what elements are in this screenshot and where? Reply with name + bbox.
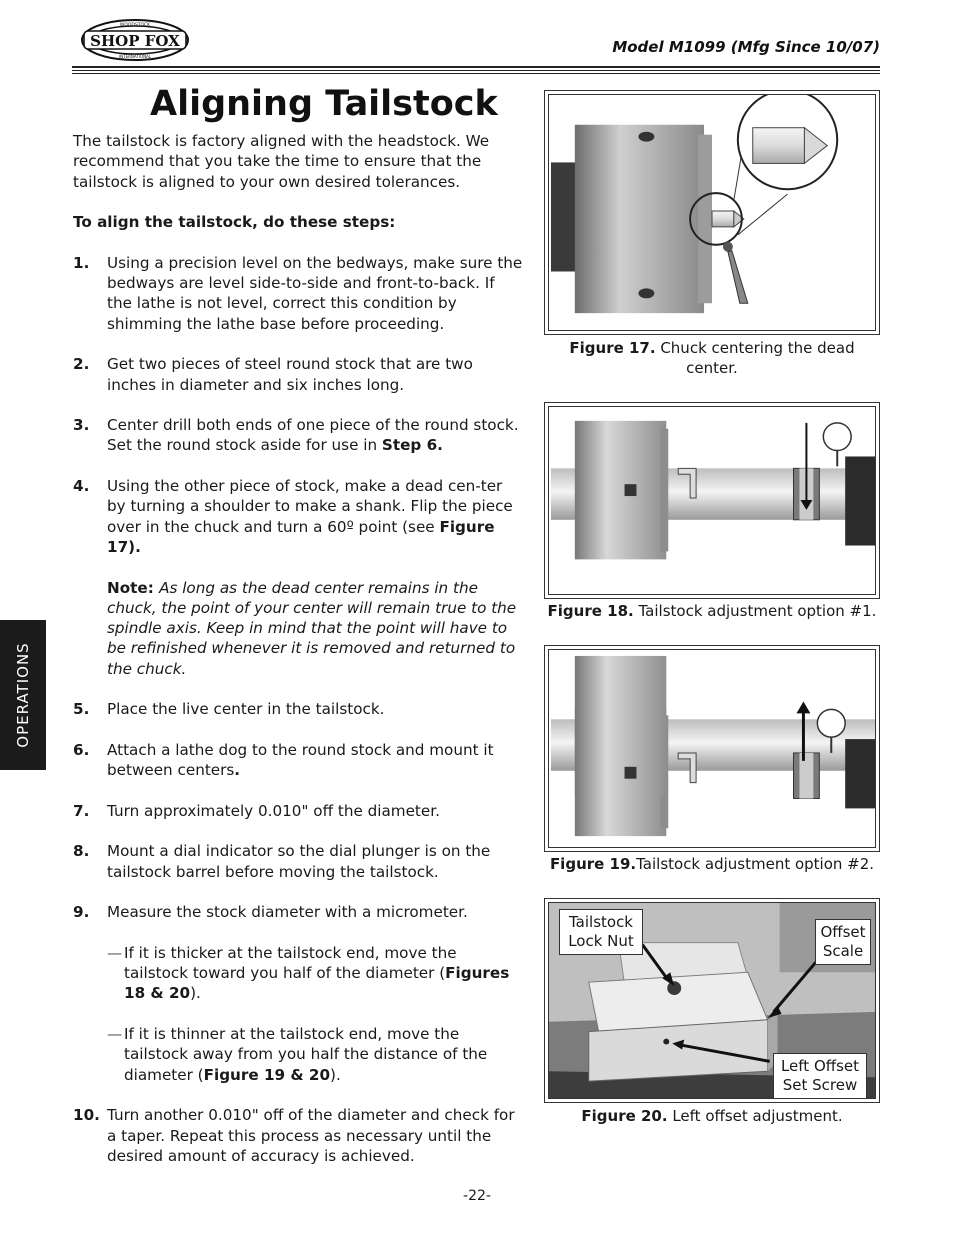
step-text: Using the other piece of stock, make a dead cen-ter by turning a shoulder to make a shank. Flip the piece over in the chuck and turn a 60º point (see Figure 17). bbox=[107, 477, 513, 556]
shop-fox-logo bbox=[80, 18, 190, 62]
header-rule-thin-1 bbox=[72, 70, 880, 71]
figure-18-image bbox=[544, 402, 880, 599]
step-9 bbox=[73, 902, 523, 1085]
step-7 bbox=[73, 801, 523, 821]
figure-18-caption: Figure 18. Tailstock adjustment option #1. bbox=[547, 602, 877, 620]
step-number: 8. bbox=[73, 842, 90, 861]
step-number: 9. bbox=[73, 903, 90, 922]
callout-offset-scale: Offset Scale bbox=[815, 919, 871, 965]
logo-ring-bottom: INTERNATIONAL bbox=[118, 54, 152, 59]
instructions-column bbox=[73, 131, 523, 1186]
step-number: 7. bbox=[73, 801, 90, 820]
step-number: 4. bbox=[73, 477, 90, 496]
page-number: -22- bbox=[463, 1188, 491, 1204]
step-text: Attach a lathe dog to the round stock and mount it between centers. bbox=[107, 740, 494, 780]
side-tab-label: OPERATIONS bbox=[14, 642, 32, 748]
step-1 bbox=[73, 253, 523, 334]
step-3 bbox=[73, 415, 523, 456]
dash-mark: — bbox=[107, 1025, 123, 1044]
logo-ring-top: WOODSTOCK bbox=[119, 23, 151, 28]
page-title: Aligning Tailstock bbox=[150, 84, 498, 124]
step-text: Using a precision level on the bedways, make sure the bedways are level side-to-side and front-to-back. If the lathe is not level, correct this condition by shimming the lathe base before proceeding. bbox=[107, 253, 523, 333]
step-number: 2. bbox=[73, 355, 90, 374]
sub-item-thinner: — If it is thinner at the tailstock end, move the tailstock away from you half the distance of the diameter (Figure 19 & 20). bbox=[107, 1025, 488, 1084]
step-text: Mount a dial indicator so the dial plunger is on the tailstock barrel before moving the tailstock. bbox=[107, 842, 491, 881]
step-note: Note: As long as the dead center remains in the chuck, the point of your center will remain true to the spindle axis. Keep in mind that the point will have to be refinished whenever it is removed and returned to the chuck. bbox=[107, 578, 517, 678]
figure-20-caption: Figure 20. Left offset adjustment. bbox=[581, 1107, 843, 1125]
step-text: Get two pieces of steel round stock that are two inches in diameter and six inches long. bbox=[107, 355, 473, 394]
figure-17-image bbox=[544, 90, 880, 335]
sub-item-thicker: — If it is thicker at the tailstock end, move the tailstock toward you half of the diameter (Figures 18 & 20). bbox=[107, 943, 510, 1003]
logo-text: SHOP FOX bbox=[90, 32, 180, 50]
step-number: 3. bbox=[73, 416, 90, 435]
step-6 bbox=[73, 740, 523, 781]
step-text: Center drill both ends of one piece of the round stock. Set the round stock aside for use in Step 6. bbox=[107, 416, 519, 455]
figure-17-caption: Figure 17. Chuck centering the dead center. bbox=[569, 339, 855, 377]
header-rule-thick bbox=[72, 66, 880, 68]
step-text: Place the live center in the tailstock. bbox=[107, 700, 385, 719]
step-text: Measure the stock diameter with a micrometer. bbox=[107, 903, 468, 922]
step-5 bbox=[73, 699, 523, 719]
callout-set-screw: Left Offset Set Screw bbox=[773, 1053, 867, 1099]
figure-19-image bbox=[544, 645, 880, 852]
step-8 bbox=[73, 841, 523, 882]
header-rule-thin-2 bbox=[72, 73, 880, 74]
intro-paragraph: The tailstock is factory aligned with the headstock. We recommend that you take the time to ensure that the tailstock is aligned to your own desired tolerances. bbox=[73, 132, 490, 191]
steps-heading: To align the tailstock, do these steps: bbox=[73, 213, 396, 232]
figure-20-image bbox=[544, 898, 880, 1103]
step-text: Turn approximately 0.010" off the diameter. bbox=[107, 801, 440, 820]
step-10 bbox=[73, 1105, 523, 1166]
step-2 bbox=[73, 354, 523, 395]
step-number: 10. bbox=[73, 1106, 100, 1125]
figure-19-caption: Figure 19.Tailstock adjustment option #2. bbox=[549, 855, 875, 873]
model-header: Model M1099 (Mfg Since 10/07) bbox=[612, 38, 880, 56]
section-side-tab bbox=[0, 620, 46, 770]
step-number: 5. bbox=[73, 700, 90, 719]
callout-lock-nut: Tailstock Lock Nut bbox=[559, 909, 643, 955]
step-number: 1. bbox=[73, 253, 90, 272]
step-4 bbox=[73, 476, 523, 679]
step-text: Turn another 0.010" off of the diameter and check for a taper. Repeat this process as necessary until the desired amount of accuracy is achieved. bbox=[107, 1106, 515, 1165]
dash-mark: — bbox=[107, 943, 123, 962]
step-number: 6. bbox=[73, 740, 90, 759]
